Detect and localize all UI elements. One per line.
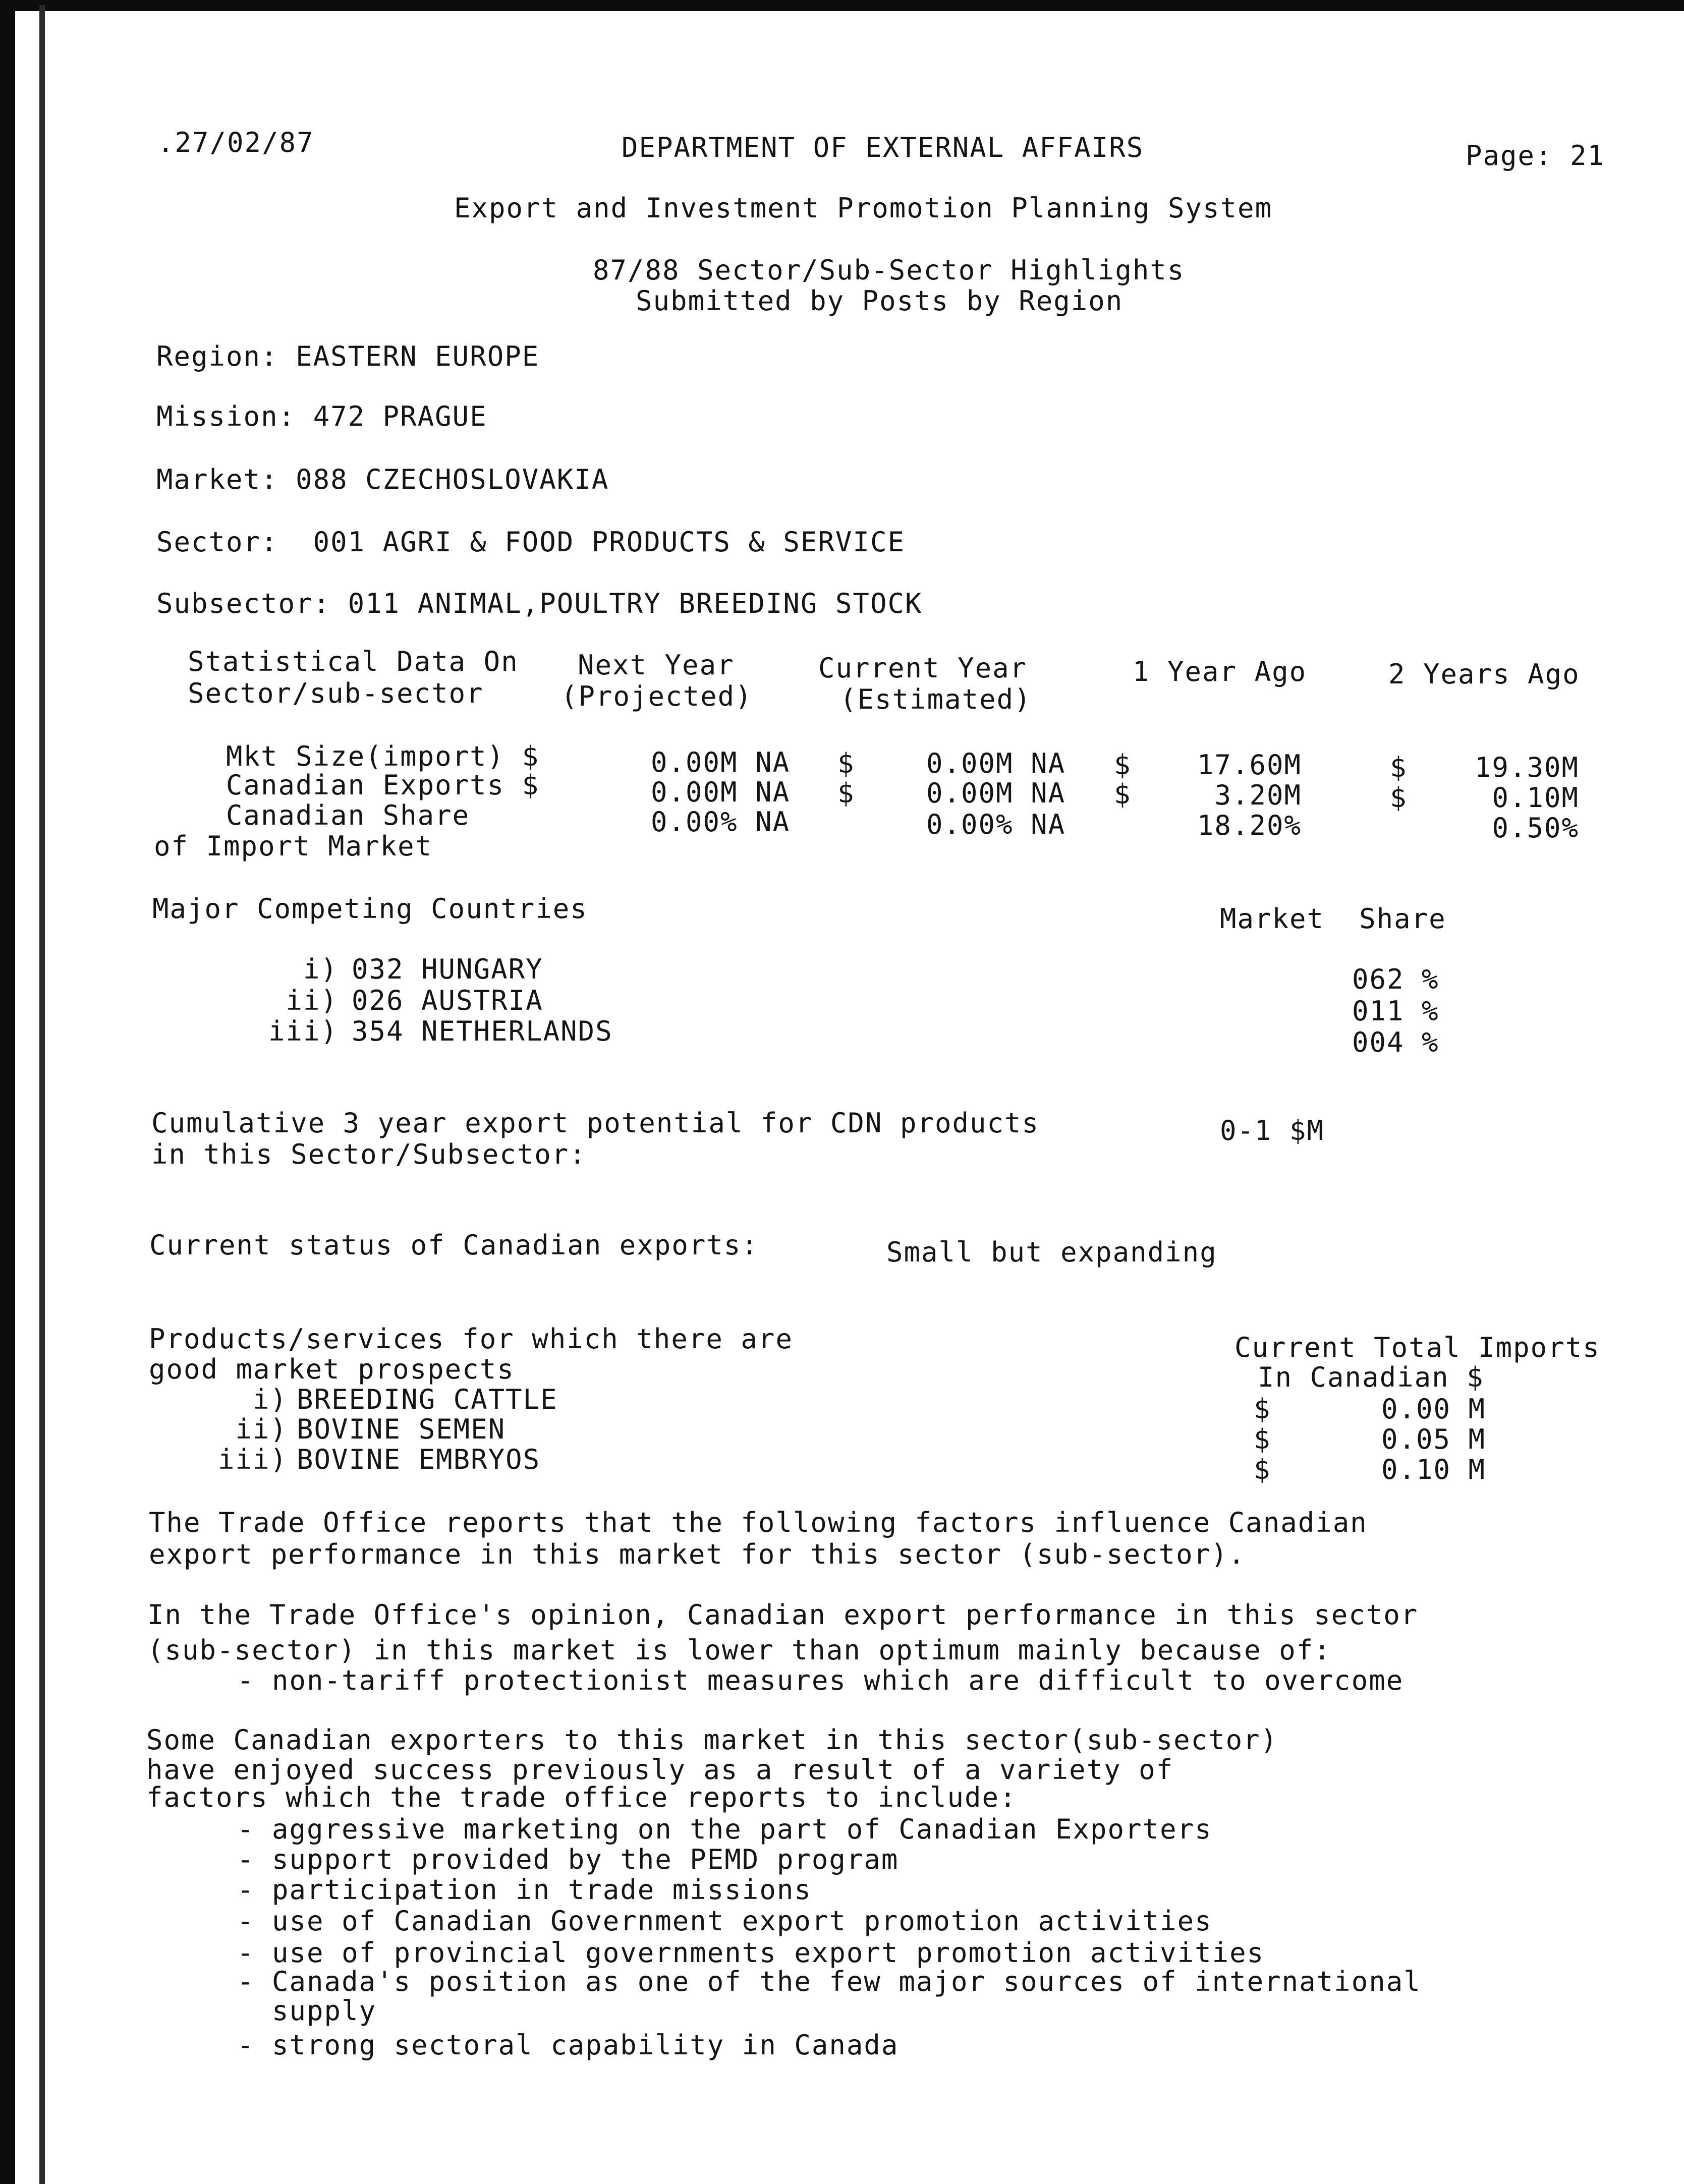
product-import-value: 0.00 M — [1381, 1393, 1486, 1425]
success-bullet: - Canada's position as one of the few major sources of international — [237, 1966, 1421, 1997]
product-import-value: 0.05 M — [1381, 1423, 1486, 1455]
product-name: BREEDING CATTLE — [297, 1384, 558, 1415]
department-title: DEPARTMENT OF EXTERNAL AFFAIRS — [622, 132, 1144, 163]
product-number: ii) — [235, 1413, 288, 1445]
products-heading-line1: Products/services for which there are — [149, 1323, 793, 1355]
export-status-value: Small but expanding — [886, 1236, 1217, 1268]
success-bullet: - strong sectoral capability in Canada — [237, 2029, 899, 2061]
factors-intro-line: The Trade Office reports that the following factors influence Canadian — [149, 1507, 1368, 1538]
col-current-year: Current Year — [818, 652, 1028, 684]
stats-current-symbol: $ — [837, 777, 855, 809]
stats-1yr-symbol: $ — [1114, 749, 1132, 781]
submitted-by: Submitted by Posts by Region — [636, 285, 1124, 317]
product-import-symbol: $ — [1254, 1393, 1271, 1425]
stats-current-value: 0.00M NA — [926, 777, 1066, 809]
success-intro-line: have enjoyed success previously as a result of a variety of — [146, 1754, 1174, 1786]
product-import-value: 0.10 M — [1381, 1454, 1486, 1485]
stats-next-value: 0.00M NA — [651, 746, 791, 778]
subsector-line: Subsector: 011 ANIMAL,POULTRY BREEDING STOCK — [156, 588, 923, 619]
stats-2yr-symbol: $ — [1390, 782, 1408, 814]
export-potential-line1: Cumulative 3 year export potential for CDN products — [151, 1107, 1040, 1139]
stats-row-label-continued: of Import Market — [154, 830, 433, 862]
scan-left-border — [0, 0, 15, 2184]
success-intro-line: factors which the trade office reports to include: — [146, 1781, 1017, 1813]
mission-line: Mission: 472 PRAGUE — [156, 400, 487, 432]
stats-current-value: 0.00M NA — [926, 748, 1066, 779]
competitor-name: 354 NETHERLANDS — [352, 1015, 613, 1047]
stats-heading-line2: Sector/sub-sector — [188, 677, 484, 709]
scan-top-border — [0, 0, 1684, 11]
export-status-label: Current status of Canadian exports: — [149, 1229, 759, 1261]
competitor-share: 062 % — [1352, 963, 1439, 995]
success-bullet: - use of provincial governments export promotion activities — [237, 1937, 1265, 1969]
opinion-line: In the Trade Office's opinion, Canadian export performance in this sector — [147, 1599, 1419, 1631]
success-bullet: - aggressive marketing on the part of Canadian Exporters — [237, 1813, 1212, 1845]
col-2-years-ago: 2 Years Ago — [1388, 658, 1580, 690]
export-potential-value: 0-1 $M — [1220, 1115, 1325, 1146]
stats-2yr-value: 0.50% — [1492, 812, 1579, 844]
export-potential-line2: in this Sector/Subsector: — [151, 1138, 587, 1170]
col-next-year: Next Year — [578, 649, 735, 681]
product-import-symbol: $ — [1254, 1423, 1271, 1455]
stats-current-symbol: $ — [837, 748, 855, 779]
success-bullet: - use of Canadian Government export promotion activities — [237, 1905, 1212, 1937]
success-bullet: - support provided by the PEMD program — [237, 1844, 899, 1875]
success-intro-line: Some Canadian exporters to this market in this sector(sub-sector) — [146, 1724, 1278, 1756]
opinion-bullet: - non-tariff protectionist measures which are difficult to overcome — [237, 1664, 1404, 1696]
stats-row-label: Mkt Size(import) $ — [226, 740, 540, 772]
stats-1yr-value: 17.60M — [1197, 749, 1302, 781]
col-next-year-sub: (Projected) — [561, 680, 753, 712]
competitor-number: iii) — [268, 1015, 338, 1047]
market-line: Market: 088 CZECHOSLOVAKIA — [156, 464, 609, 495]
product-name: BOVINE EMBRYOS — [297, 1444, 541, 1475]
region-line: Region: EASTERN EUROPE — [156, 340, 540, 372]
report-title: 87/88 Sector/Sub-Sector Highlights — [593, 254, 1185, 286]
product-name: BOVINE SEMEN — [297, 1413, 506, 1445]
stats-row-label: Canadian Share — [226, 799, 470, 831]
opinion-line: (sub-sector) in this market is lower than optimum mainly because of: — [147, 1634, 1331, 1666]
stats-current-value: 0.00% NA — [926, 809, 1066, 840]
stats-next-value: 0.00% NA — [651, 806, 791, 838]
success-bullet: - participation in trade missions — [237, 1874, 812, 1906]
stats-heading-line1: Statistical Data On — [188, 646, 519, 677]
imports-subheading: In Canadian $ — [1258, 1361, 1484, 1393]
stats-next-value: 0.00M NA — [651, 776, 791, 808]
stats-2yr-value: 0.10M — [1492, 782, 1579, 814]
product-number: i) — [252, 1384, 288, 1415]
products-heading-line2: good market prospects — [149, 1353, 515, 1385]
success-bullet-continued: supply — [237, 1995, 377, 2027]
stats-1yr-symbol: $ — [1114, 778, 1132, 810]
factors-intro-line: export performance in this market for this sector (sub-sector). — [149, 1538, 1246, 1570]
competitor-number: ii) — [286, 985, 338, 1016]
imports-heading: Current Total Imports — [1234, 1332, 1600, 1363]
stats-1yr-value: 3.20M — [1214, 779, 1302, 811]
stats-row-label: Canadian Exports $ — [226, 769, 540, 801]
col-current-year-sub: (Estimated) — [840, 683, 1032, 715]
competitor-name: 032 HUNGARY — [352, 953, 543, 985]
market-share-heading: Market Share — [1220, 903, 1446, 935]
stats-1yr-value: 18.20% — [1197, 810, 1302, 841]
competitor-name: 026 AUSTRIA — [352, 985, 543, 1016]
competitor-number: i) — [303, 953, 338, 985]
sector-line: Sector: 001 AGRI & FOOD PRODUCTS & SERVICE — [156, 526, 905, 558]
competitor-share: 004 % — [1352, 1026, 1439, 1058]
stats-2yr-value: 19.30M — [1474, 752, 1579, 783]
product-number: iii) — [217, 1444, 288, 1475]
system-title: Export and Investment Promotion Planning System — [454, 192, 1273, 224]
col-1-year-ago: 1 Year Ago — [1133, 656, 1307, 687]
report-date: .27/02/87 — [157, 127, 314, 158]
stats-2yr-symbol: $ — [1390, 752, 1408, 783]
scan-left-border-inner — [39, 5, 45, 2184]
product-import-symbol: $ — [1254, 1454, 1271, 1485]
page-number: Page: 21 — [1466, 140, 1605, 171]
competitors-heading: Major Competing Countries — [152, 893, 588, 925]
competitor-share: 011 % — [1352, 995, 1439, 1027]
